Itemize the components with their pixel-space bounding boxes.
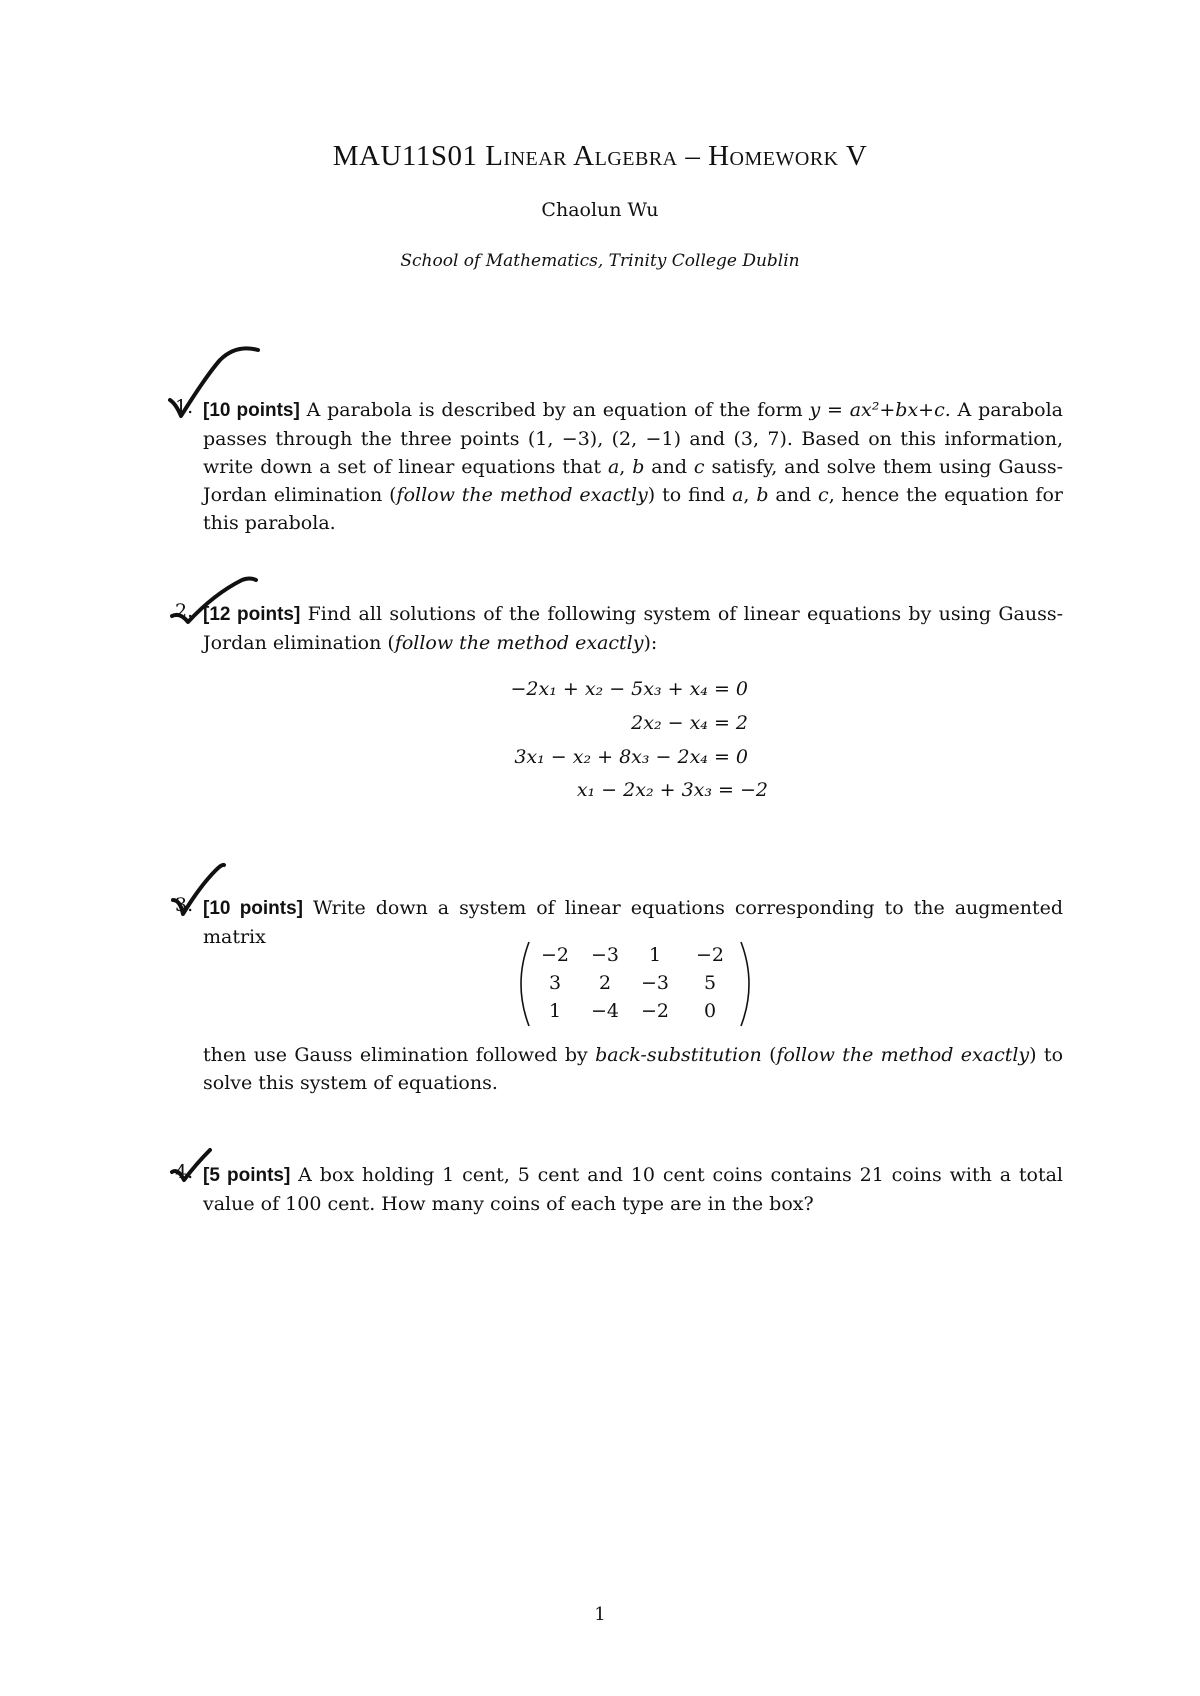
matrix-cell: 5: [703, 972, 717, 994]
problem-4-text: A box holding 1 cent, 5 cent and 10 cent coins contains 21 coins with a total value of 100 cent. How many coins of each type are in the box?: [203, 1164, 1063, 1215]
problem-1-number: 1.: [175, 396, 194, 418]
var-b: b: [632, 456, 645, 478]
problem-1-points: [10 points]: [203, 400, 300, 421]
separator: ,: [743, 484, 757, 506]
separator: and: [768, 484, 819, 506]
problem-1-text-c: satisfy, and solve them using Gauss-Jordan elimination (: [203, 456, 1063, 506]
checkmark-4-icon: [172, 1150, 210, 1180]
matrix-cell: −3: [640, 972, 669, 994]
problem-4-number: 4.: [175, 1161, 194, 1183]
matrix-cell: 3: [548, 972, 562, 994]
matrix-cell: 1: [648, 944, 662, 966]
checkmark-2-icon: [172, 579, 256, 623]
matrix-cell: −2: [695, 944, 724, 966]
parabola-formula: y = ax²+bx+c.: [809, 399, 951, 421]
affiliation: School of Mathematics, Trinity College Dublin: [400, 251, 800, 271]
equation-3: 3x₁ − x₂ + 8x₃ − 2x₄ = 0: [514, 746, 748, 768]
problem-3-text: Write down a system of linear equations corresponding to the augmented matrix: [203, 897, 1063, 948]
problem-3-number: 3.: [175, 894, 194, 916]
problem-2-points: [12 points]: [203, 604, 301, 625]
matrix-cell: 0: [703, 1000, 717, 1022]
separator: and: [644, 456, 694, 478]
equation-1: −2x₁ + x₂ − 5x₃ + x₄ = 0: [510, 678, 748, 700]
equation-4: x₁ − 2x₂ + 3x₃ = −2: [576, 779, 768, 801]
problem-4-points: [5 points]: [203, 1165, 291, 1186]
backsub-emphasis: back-substitution: [595, 1044, 762, 1066]
follow-method-emphasis: follow the method exactly: [776, 1044, 1030, 1066]
matrix-cell: 2: [598, 972, 612, 994]
separator: ,: [619, 456, 633, 478]
problem-2-text-b: ):: [643, 632, 658, 654]
var-a: a: [732, 484, 744, 506]
var-b: b: [756, 484, 769, 506]
problem-1-text-b: A parabola passes through the three points (1, −3), (2, −1) and (3, 7). Based on this information, write down a set of linear equations that: [203, 399, 1063, 478]
matrix-cell: 1: [548, 1000, 562, 1022]
problem-1-text: A parabola is described by an equation of the form: [299, 399, 810, 421]
follow-method-emphasis: follow the method exactly: [396, 484, 648, 506]
checkmark-1-icon: [170, 348, 258, 416]
author-name: Chaolun Wu: [541, 199, 659, 221]
problem-1-text-d: ) to find: [647, 484, 733, 506]
var-c: c: [693, 456, 705, 478]
matrix-cell: −2: [540, 944, 569, 966]
problem-2-number: 2.: [175, 600, 194, 622]
problem-3-after-text-end: ) to solve this system of equations.: [203, 1044, 1064, 1094]
matrix-cell: −3: [590, 944, 619, 966]
title-course-code: MAU11S01: [332, 140, 486, 172]
problem-1-text-e: , hence the equation for this parabola.: [203, 484, 1063, 534]
matrix-cell: −2: [640, 1000, 669, 1022]
problem-3-points: [10 points]: [203, 898, 304, 919]
page-number: 1: [594, 1604, 606, 1625]
equation-2: 2x₂ − x₄ = 2: [631, 712, 748, 734]
separator: (: [761, 1044, 777, 1066]
var-a: a: [607, 456, 620, 478]
follow-method-emphasis: follow the method exactly: [394, 632, 644, 654]
problem-3-after-text: then use Gauss elimination followed by: [203, 1044, 596, 1066]
var-c: c: [818, 484, 829, 506]
checkmark-3-icon: [173, 865, 224, 914]
problem-2-text: Find all solutions of the following system of linear equations by using Gauss-Jordan elimination (: [203, 603, 1063, 654]
matrix-cell: −4: [590, 1000, 619, 1022]
title-subject: Linear Algebra – Homework V: [485, 140, 868, 172]
